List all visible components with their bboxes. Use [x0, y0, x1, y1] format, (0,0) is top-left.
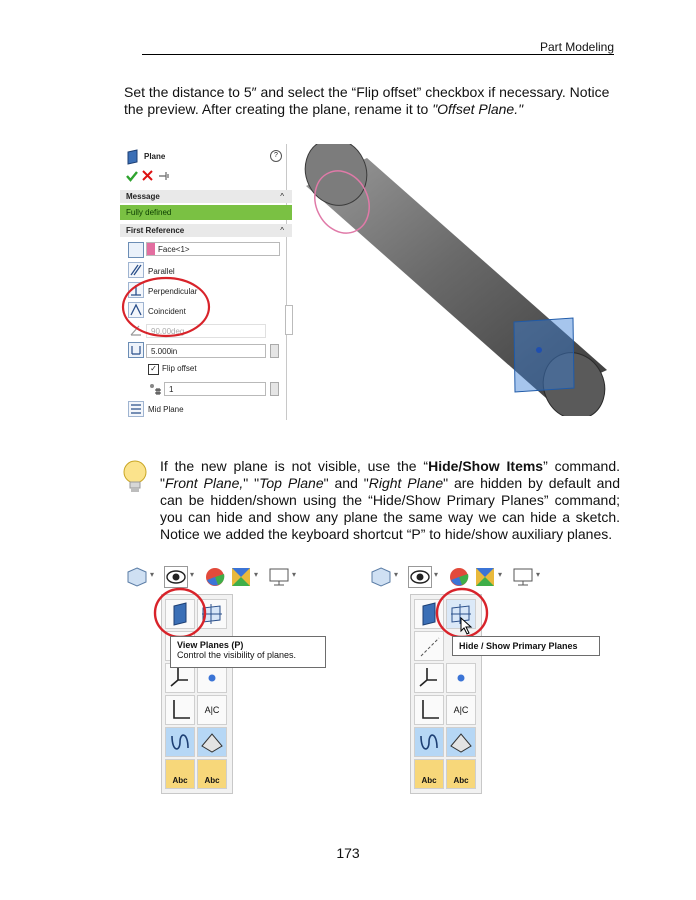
face-color-swatch [147, 243, 155, 255]
first-reference-label: First Reference [126, 226, 185, 235]
view-annotations-button[interactable] [414, 759, 444, 789]
plane-origin-marker [536, 347, 542, 353]
annotation-circle [152, 586, 208, 640]
cancel-x-icon[interactable] [142, 170, 153, 181]
collapse-chevron-icon: ^ [280, 192, 284, 201]
coordinate-system-icon [166, 696, 194, 724]
tip-italic: Top Plane [259, 475, 324, 491]
origin-icon [166, 664, 194, 692]
mid-plane-icon[interactable] [128, 401, 144, 417]
page-number: 173 [336, 845, 360, 861]
dropdown-arrow-icon[interactable]: ▾ [394, 570, 399, 579]
abc-label: A|C [204, 705, 220, 715]
plane-icon [126, 149, 140, 165]
reference-cube-icon [128, 242, 144, 258]
edit-appearance-icon[interactable] [448, 566, 470, 588]
tip-text [160, 458, 620, 543]
dropdown-arrow-icon[interactable]: ▾ [254, 570, 259, 579]
tip-italic: Front Plane, [164, 475, 244, 491]
face-value: Face<1> [158, 245, 190, 254]
first-reference-header[interactable] [120, 224, 292, 237]
preview-plane [514, 318, 574, 392]
mid-plane-label: Mid Plane [148, 405, 184, 414]
coincident-label: Coincident [148, 307, 186, 316]
coordinate-system-icon [415, 696, 443, 724]
mouse-cursor-icon [460, 617, 474, 635]
tip-segment: " " [243, 475, 260, 491]
tip-segment: " are hidden by default and can be hidden/shown using the “Hide/Show Primary Planes” command; you can hide and show any plane the same way we can hide a sketch. Notice we added the keyboard shortcut “P” to hide/show auxiliary planes. [160, 475, 621, 542]
surface-icon [198, 728, 226, 756]
pin-icon[interactable] [158, 171, 170, 181]
tip-bold: Hide/Show Items [428, 458, 544, 474]
abc-text-label: Abc [453, 776, 469, 785]
message-status: Fully defined [120, 205, 292, 220]
view-curves-button[interactable] [165, 727, 195, 757]
curve-icon [166, 728, 194, 756]
edit-appearance-icon[interactable] [204, 566, 226, 588]
count-icon [148, 382, 162, 396]
reference-face-field[interactable] [146, 242, 280, 256]
origin-icon [415, 664, 443, 692]
curve-icon [415, 728, 443, 756]
intro-paragraph [124, 84, 624, 118]
angle-field: 90.00deg [146, 324, 266, 338]
view-dimension-names-button[interactable] [197, 695, 227, 725]
count-spinner[interactable] [270, 382, 279, 396]
view-annotations-button[interactable] [165, 759, 195, 789]
surface-icon [447, 728, 475, 756]
intro-text: Set the distance to 5″ and select the “Flip offset” checkbox if necessary. Notice the preview. After creating the plane, rename it to [124, 84, 610, 117]
abc-text-label: Abc [204, 776, 220, 785]
tip-italic: Right Plane [368, 475, 444, 491]
hide-show-items-icon[interactable] [408, 566, 432, 588]
dropdown-arrow-icon[interactable]: ▾ [150, 570, 155, 579]
view-curves-button[interactable] [414, 727, 444, 757]
view-settings-icon[interactable] [512, 567, 534, 587]
abc-text-label: Abc [172, 776, 188, 785]
ok-check-icon[interactable] [126, 170, 138, 182]
dropdown-arrow-icon[interactable]: ▾ [292, 570, 297, 579]
help-icon[interactable]: ? [270, 150, 282, 162]
perpendicular-label: Perpendicular [148, 287, 198, 296]
count-input[interactable]: 1 [164, 382, 266, 396]
view-orientation-icon[interactable] [126, 566, 148, 588]
apply-scene-icon[interactable] [474, 566, 496, 588]
view-planes-tooltip [170, 636, 326, 668]
hide-show-items-icon[interactable] [164, 566, 188, 588]
dropdown-arrow-icon[interactable]: ▾ [536, 570, 541, 579]
view-dimension-names-button[interactable] [446, 695, 476, 725]
pm-title-row [120, 148, 286, 166]
flip-offset-checkbox[interactable]: ✓ [148, 364, 159, 375]
tip-segment: If the new plane is not visible, use the “ [160, 458, 429, 474]
parallel-label: Parallel [148, 267, 175, 276]
header-rule [142, 54, 614, 55]
view-surfaces-button[interactable] [197, 727, 227, 757]
pm-title: Plane [144, 152, 166, 161]
apply-scene-icon[interactable] [230, 566, 252, 588]
message-section-label: Message [126, 192, 160, 201]
dropdown-arrow-icon[interactable]: ▾ [190, 570, 195, 579]
view-origins-button[interactable] [414, 663, 444, 693]
view-coordinate-systems-button[interactable] [414, 695, 444, 725]
pm-actions [120, 168, 286, 184]
tooltip-description: Control the visibility of planes. [177, 650, 297, 660]
running-header: Part Modeling [539, 40, 614, 54]
view-coordinate-systems-button[interactable] [165, 695, 195, 725]
abc-text-label: Abc [421, 776, 437, 785]
message-section-header[interactable] [120, 190, 292, 203]
abc-label: A|C [453, 705, 469, 715]
dropdown-arrow-icon[interactable]: ▾ [434, 570, 439, 579]
plane-property-manager [120, 144, 287, 420]
lightbulb-icon [120, 458, 150, 498]
view-sketch-text-button[interactable] [197, 759, 227, 789]
tip-segment: ” command. " [160, 458, 621, 491]
collapse-chevron-icon: ^ [280, 226, 284, 235]
point-icon [198, 664, 226, 692]
intro-italic: "Offset Plane." [432, 101, 524, 117]
distance-spinner[interactable] [270, 344, 279, 358]
tooltip-title: View Planes (P) [177, 640, 244, 650]
offset-distance-icon [128, 342, 144, 358]
view-surfaces-button[interactable] [446, 727, 476, 757]
tip-segment: " and " [323, 475, 369, 491]
dropdown-arrow-icon[interactable]: ▾ [498, 570, 503, 579]
distance-input[interactable]: 5.000in [146, 344, 266, 358]
annotation-circle [120, 274, 212, 340]
flip-offset-label: Flip offset [162, 364, 197, 373]
primary-planes-tooltip: Hide / Show Primary Planes [452, 636, 600, 656]
view-sketch-text-button[interactable] [446, 759, 476, 789]
view-orientation-icon[interactable] [370, 566, 392, 588]
point-icon [447, 664, 475, 692]
cylinder-viewport [292, 144, 622, 416]
view-settings-icon[interactable] [268, 567, 290, 587]
view-points-button[interactable] [446, 663, 476, 693]
